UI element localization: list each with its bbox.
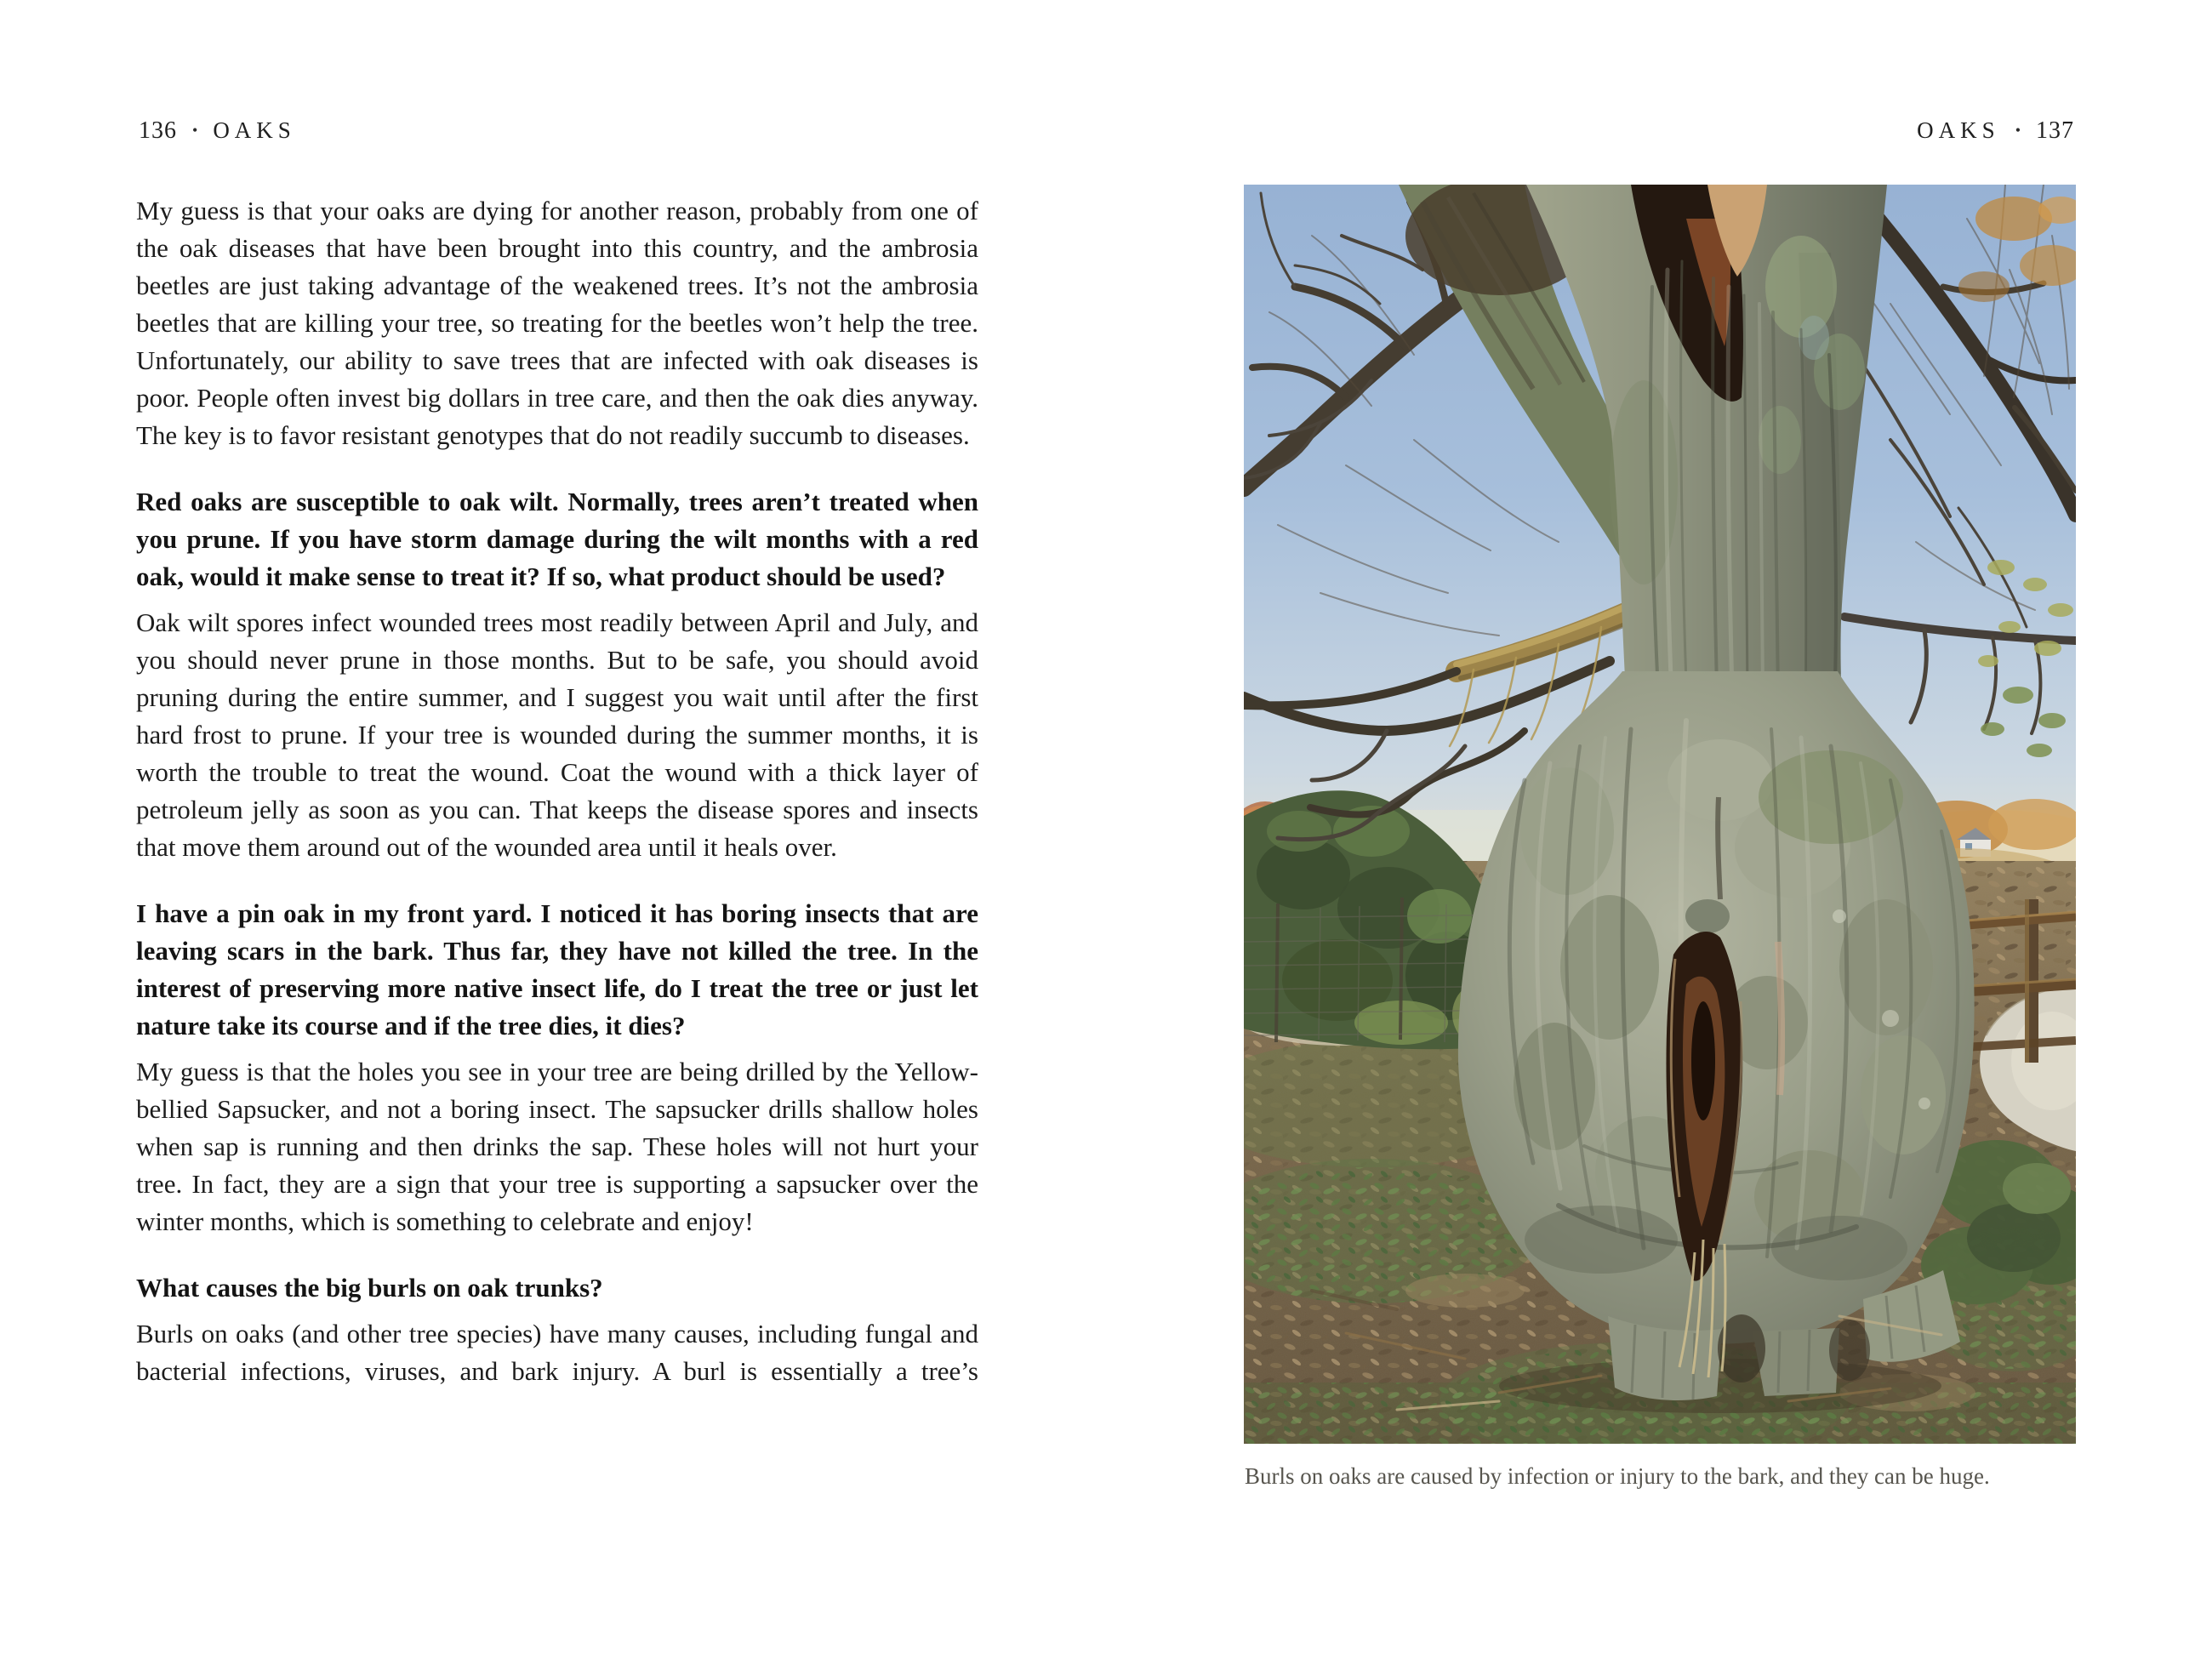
body-paragraph: Oak wilt spores infect wounded trees most readily between April and July, and you should never prune in those months. But to be safe, you should avoid pruning during the entire summer, and I suggest you wait until after the first hard frost to prune. If your tree is wounded during the summer months, it is worth the trouble to treat the wound. Coat the wound with a thick layer of petroleum jelly as soon as you can. That keeps the disease spores and insects that move them around out of the wounded area until it heals over. [136,607,978,862]
body-paragraph: Burls on oaks (and other tree species) have many causes, including fungal and bacterial infections, viruses, and bark injury. A burl is essentially a tree’s [136,1319,978,1386]
page-number-left: 136 [139,117,177,144]
question-paragraph: I have a pin oak in my front yard. I noticed it has boring insects that are leaving scars in the bark. Thus far, they have not killed the tree. In the interest of preserving more native insect life, do I treat the tree or just let nature take its course and if the tree dies, it dies? [136,898,978,1040]
figure [1244,185,2076,1444]
section-title-right: OAKS [1917,117,2000,143]
oak-burl-photo [1244,185,2076,1444]
running-head-left [139,117,296,145]
running-head-right [1917,117,2074,145]
bullet-separator: • [2015,122,2021,139]
body-paragraph: My guess is that the holes you see in your tree are being drilled by the Yellow-bellied Sapsucker, and not a boring insect. The sapsucker drills shallow holes when sap is running and then drinks the sap. These holes will not hurt your tree. In fact, they are a sign that your tree is supporting a sapsucker over the winter months, which is something to celebrate and enjoy! [136,1057,978,1236]
section-title-left: OAKS [213,117,296,143]
bullet-separator: • [192,122,198,139]
question-paragraph: Red oaks are susceptible to oak wilt. Normally, trees aren’t treated when you prune. If you have storm damage during the wilt months with a red oak, would it make sense to treat it? If so, what product should be used? [136,487,978,591]
page-number-right: 137 [2036,117,2074,144]
photo-caption: Burls on oaks are caused by infection or injury to the bark, and they can be huge. [1245,1463,1990,1489]
question-paragraph: What causes the big burls on oak trunks? [136,1273,603,1303]
body-paragraph: My guess is that your oaks are dying for another reason, probably from one of the oak diseases that have been brought into this country, and the ambrosia beetles are just taking advantage of the weakened trees. It’s not the ambrosia beetles that are killing your tree, so treating for the beetles won’t help the tree. Unfortunately, our ability to save trees that are infected with oak diseases is poor. People often invest big dollars in tree care, and then the oak dies anyway. The key is to favor resistant genotypes that do not readily succumb to diseases. [136,196,978,450]
body-text-column [136,192,978,1390]
